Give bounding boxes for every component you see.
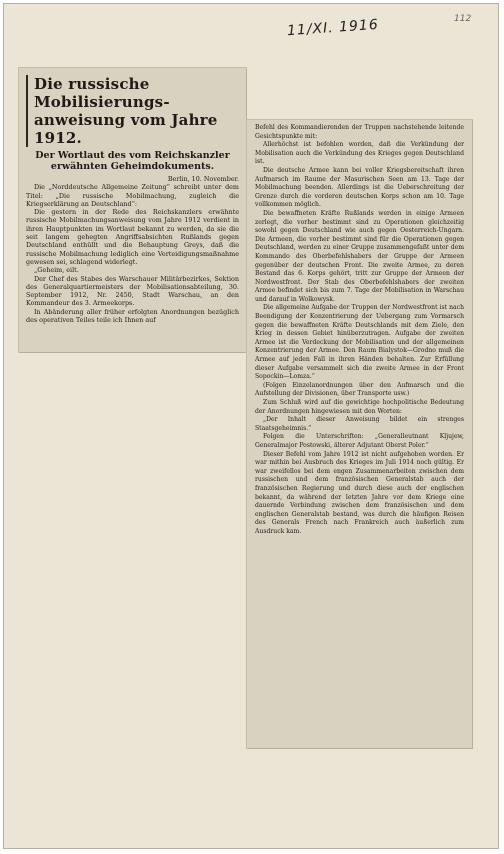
paragraph: Folgen die Unterschriften: „Generalleutnant Kljujew, Generalmajor Postowski, älterer Adjutant Oberst Poler.“ <box>255 433 464 449</box>
paragraph: Allerhöchst ist befohlen worden, daß die Verkündung der Mobilisation auch die Verkündung des Krieges gegen Deutschland ist. <box>255 141 464 166</box>
article-body-right <box>255 124 464 537</box>
dateline: Berlin, 10. November. <box>167 175 239 183</box>
article-headline: Die russische Mobilisierungs-anweisung vom Jahre 1912. <box>26 75 239 147</box>
paragraph: „Der Inhalt dieser Anweisung bildet ein strenges Staatsgeheimnis.“ <box>255 416 464 432</box>
paragraph: (Folgen Einzelanordnungen über den Aufmarsch und die Aufstellung der Divisionen, über Transporte usw.) <box>255 381 464 398</box>
paragraph: Die „Norddeutsche Allgemeine Zeitung“ schreibt unter dem Titel: „Die russische Mobilmachung, zugleich die Kriegserklärung an Deutschland“: <box>26 183 239 208</box>
page-number: 112 <box>454 14 472 24</box>
paragraph: „Geheim, eilt. <box>34 266 79 275</box>
paragraph: Die bewaffneten Kräfte Rußlands werden in einige Armeen zerlegt, die vorher bestimmt sind zu Operationen gleichzeitig sowohl gegen Deutschland wie auch gegen Oesterreich-Ungarn. Die Armeen, die vorher bestimmt sind für die Operationen gegen Deutschland, werden zu einer Gruppe zusammengefaßt unter dem Kommando des Oberbefehlshabers der Gruppe der Armeen gegenüber der deutschen Front. Die zweite Armee, zu deren Bestand das 6. Korps gehört, tritt zur Gruppe der Armeen der Nordwestfront. Der Stab des Oberbefehlshabers der zweiten Armee befindet sich bis zum 7. Tage der Mobilisation in Warschau und darauf in Wolkowysk. <box>255 209 464 303</box>
article-subheadline: Der Wortlaut des vom Reichskanzler erwähnten Geheimdokuments. <box>35 150 230 172</box>
paragraph: In Abänderung aller früher erfolgten Anordnungen bezüglich des operativen Teiles teile ich Ihnen auf <box>26 307 239 325</box>
paragraph: Der Chef des Stabes des Warschauer Militärbezirkes, Sektion des Generalquartiermeisters der Mobilisationsabteilung, 30. September 1912, Nr. 2450, Stadt Warschau, an den Kommandeur des 3. Armeekorps. <box>26 274 239 308</box>
paragraph: Die allgemeine Aufgabe der Truppen der Nordwestfront ist nach Beendigung der Konzentrierung der Uebergang zum Vormarsch gegen die bewaffneten Kräfte Deutschlands mit dem Ziele, den Krieg in dessen Gebiet hinüberzutragen. Aufgabe der zweiten Armee ist die Verdeckung der Mobilisation und der allgemeinen Konzentrierung der Armee. Den Raum Bialystok—Grodno muß die Armee auf jeden Fall in ihren Händen behalten. Zur Erfüllung dieser Aufgabe versammelt sich die zweite Armee in der Front Sopockin—Lomza.“ <box>255 304 464 381</box>
paragraph: Befehl des Kommandierenden der Truppen nachstehende leitende Gesichtspunkte mit: <box>255 124 464 140</box>
paragraph: Die gestern in der Rede des Reichskanzlers erwähnte russische Mobilmachungsanweisung vom Jahre 1912 verdient in ihren Hauptpunkten im Wortlaut bekannt zu werden, da sie die seit langem gehegten Angriffsabsichten Rußlands gegen Deutschland enthüllt und die Behauptung Greys, daß die russische Mobilmachung lediglich eine Verteidigungsmaßnahme gewesen sei, schlagend widerlegt. <box>26 208 239 266</box>
newspaper-clipping-right <box>247 120 472 748</box>
newspaper-clipping-left <box>19 68 246 352</box>
handwritten-date: 11/XI. 1916 <box>286 16 380 40</box>
paragraph: Dieser Befehl vom Jahre 1912 ist nicht aufgehoben worden. Er war mithin bei Ausbruch des Krieges im Juli 1914 noch gültig. Er war zweifellos bei dem engen Zusammenarbeiten zwischen dem russischen und dem französischen Generalstab auch der französischen Regierung und durch diese auch der englischen bekannt, da während der letzten Jahre vor dem Kriege eine dauernde Verbindung zwischen dem französischen und dem englischen Generalstab bestand, was durch die häufigen Reisen des Generals French nach Frankreich auch äußerlich zum Ausdruck kam. <box>255 450 464 535</box>
article-body-left <box>26 175 239 324</box>
paragraph: Zum Schluß wird auf die gewichtige hochpolitische Bedeutung der Anordnungen hingewiesen mit den Worten: <box>255 399 464 415</box>
paragraph: Die deutsche Armee kann bei voller Kriegsbereitschaft ihren Aufmarsch im Raume der Masurischen Seen am 13. Tage der Mobilmachung beenden. Allerdings ist die Ueberschreitung der Grenze durch die vorderen deutschen Korps schon am 10. Tage vollkommen möglich. <box>255 166 464 209</box>
